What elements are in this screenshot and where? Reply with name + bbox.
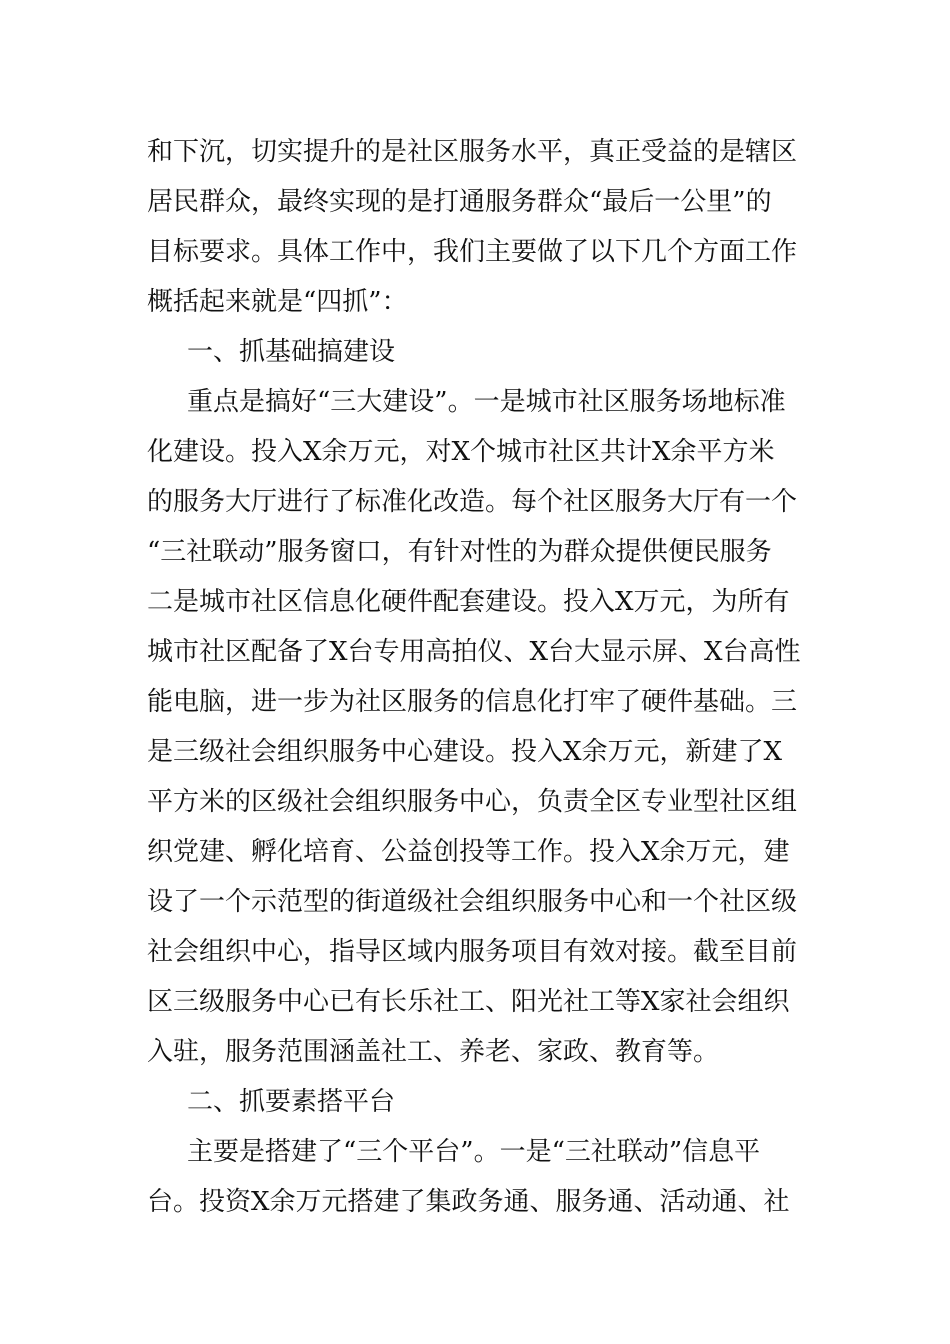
text-line: 居民群众，最终实现的是打通服务群众“最后一公里”的 (147, 187, 772, 217)
text-line: 平方米的区级社会组织服务中心，负责全区专业型社区组 (147, 787, 798, 817)
section-heading-1: 一、抓基础搞建设 (187, 337, 396, 367)
text-line: 是三级社会组织服务中心建设。投入X余万元，新建了X (147, 737, 783, 767)
text-line: 概括起来就是“四抓”： (147, 287, 408, 317)
text-line: 能电脑，进一步为社区服务的信息化打牢了硬件基础。三 (147, 687, 798, 717)
text-line: 和下沉，切实提升的是社区服务水平，真正受益的是辖区 (147, 137, 798, 167)
text-line: 织党建、孵化培育、公益创投等工作。投入X余万元，建 (147, 837, 790, 867)
text-line: 社会组织中心，指导区域内服务项目有效对接。截至目前 (147, 937, 798, 967)
text-line: 区三级服务中心已有长乐社工、阳光社工等X家社会组织 (147, 987, 790, 1017)
text-line: 台。投资X余万元搭建了集政务通、服务通、活动通、社 (147, 1187, 790, 1217)
text-line: 主要是搭建了“三个平台”。一是“三社联动”信息平 (187, 1137, 761, 1167)
text-line: 化建设。投入X余万元，对X个城市社区共计X余平方米 (147, 437, 775, 467)
section-heading-2: 二、抓要素搭平台 (187, 1087, 396, 1117)
text-line: 入驻，服务范围涵盖社工、养老、家政、教育等。 (147, 1037, 720, 1067)
text-line: 的服务大厅进行了标准化改造。每个社区服务大厅有一个 (147, 487, 798, 517)
text-line: 重点是搞好“三大建设”。一是城市社区服务场地标准 (187, 387, 786, 417)
text-line: 二是城市社区信息化硬件配套建设。投入X万元，为所有 (147, 587, 790, 617)
text-line: 城市社区配备了X台专用高拍仪、X台大显示屏、X台高性 (147, 637, 801, 667)
text-line: 目标要求。具体工作中，我们主要做了以下几个方面工作 (147, 237, 798, 267)
text-line: “三社联动”服务窗口，有针对性的为群众提供便民服务 (147, 537, 772, 567)
text-line: 设了一个示范型的街道级社会组织服务中心和一个社区级 (147, 887, 798, 917)
